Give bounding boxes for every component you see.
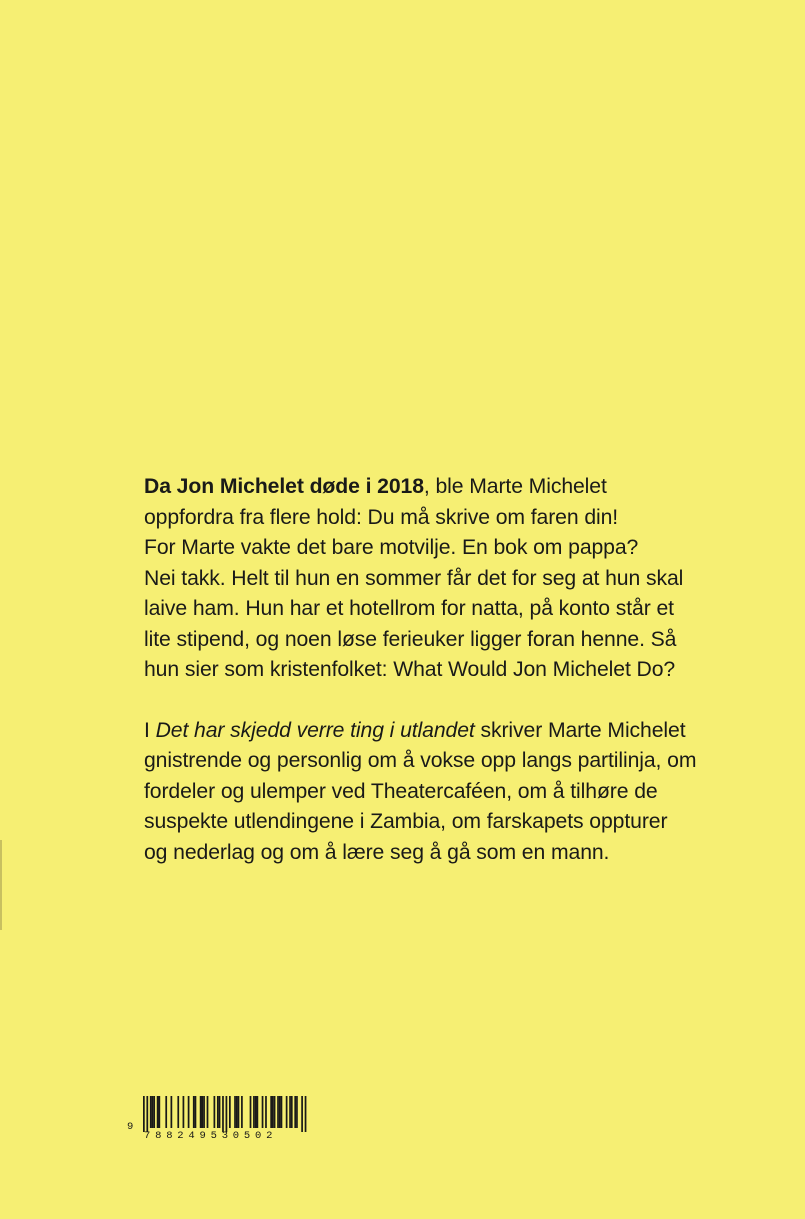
barcode-bar — [255, 1096, 257, 1128]
barcode-bar — [195, 1096, 197, 1128]
barcode-bar — [200, 1096, 202, 1128]
barcode-bar — [281, 1096, 283, 1128]
barcode-digits: 788249530502 — [144, 1130, 278, 1142]
blurb-line: laive ham. Hun har et hotellrom for natta, på konto står et — [144, 597, 674, 620]
barcode-bar — [274, 1096, 276, 1128]
barcode-bar — [250, 1096, 252, 1128]
barcode-bar — [203, 1096, 205, 1128]
blurb-paragraph-1 — [144, 472, 754, 686]
page-edge-shadow — [0, 840, 2, 930]
barcode-bar — [294, 1096, 296, 1128]
barcode-bar — [286, 1096, 288, 1128]
blurb-line — [144, 716, 754, 747]
barcode-bar — [183, 1096, 185, 1128]
back-cover-blurb — [144, 472, 754, 868]
blurb-line: hun sier som kristenfolket: What Would Jon Michelet Do? — [144, 658, 676, 681]
barcode-bar — [214, 1096, 216, 1128]
blurb-bold-intro: Da Jon Michelet døde i 2018 — [144, 475, 424, 498]
barcode-bar — [143, 1096, 145, 1132]
blurb-line: Nei takk. Helt til hun en sommer får det for seg at hun skal — [144, 566, 684, 590]
barcode-bar — [207, 1096, 209, 1128]
barcode-bar — [265, 1096, 267, 1128]
barcode-bar — [238, 1096, 240, 1128]
barcode-bar — [226, 1096, 228, 1132]
barcode-bar — [219, 1096, 221, 1128]
barcode-bar — [201, 1096, 203, 1128]
barcode-bar — [305, 1096, 307, 1132]
barcode-bar — [257, 1096, 259, 1128]
barcode-bar — [150, 1096, 152, 1128]
barcode-bar — [222, 1096, 224, 1132]
barcode-bar — [146, 1096, 148, 1132]
barcode-bar — [234, 1096, 236, 1128]
barcode-first-digit: 9 — [127, 1121, 134, 1133]
barcode-bar — [301, 1096, 303, 1132]
barcode-bar — [289, 1096, 291, 1128]
barcode-bar — [217, 1096, 219, 1128]
blurb-paragraph-2 — [144, 716, 754, 869]
barcode-bar — [177, 1096, 179, 1128]
blurb-line — [144, 472, 754, 503]
barcode-bar — [272, 1096, 274, 1128]
blurb-line: fordeler og ulemper ved Theatercaféen, om å tilhøre de — [144, 779, 658, 803]
barcode-bar — [277, 1096, 279, 1128]
barcode-bar — [171, 1096, 173, 1128]
barcode-bar — [229, 1096, 231, 1128]
barcode-bar — [236, 1096, 238, 1128]
barcode-bar — [279, 1096, 281, 1128]
blurb-text: skriver Marte Michelet — [474, 718, 686, 742]
barcode-bar — [253, 1096, 255, 1128]
barcode-bars — [127, 1096, 307, 1132]
barcode-bar — [262, 1096, 264, 1128]
barcode-bar — [188, 1096, 190, 1128]
book-title: Det har skjedd verre ting i utlandet — [155, 718, 475, 742]
blurb-line: lite stipend, og noen løse ferieuker ligger foran henne. Så — [144, 627, 677, 651]
blurb-line: For Marte vakte det bare motvilje. En bok om pappa? — [144, 536, 639, 559]
barcode-bar — [157, 1096, 159, 1128]
barcode-bar — [270, 1096, 272, 1128]
blurb-text: I — [144, 718, 156, 742]
blurb-line: og nederlag og om å lære seg å gå som en mann. — [144, 840, 610, 864]
barcode-bar — [165, 1096, 167, 1128]
barcode-bar — [193, 1096, 195, 1128]
barcode-bar — [153, 1096, 155, 1128]
barcode-bar — [152, 1096, 154, 1128]
barcode-bar — [296, 1096, 298, 1128]
blurb-line: suspekte utlendingene i Zambia, om farskapets oppturer — [144, 810, 668, 833]
barcode-bar — [241, 1096, 243, 1128]
isbn-barcode — [127, 1096, 307, 1142]
blurb-line: oppfordra fra flere hold: Du må skrive om faren din! — [144, 505, 619, 529]
blurb-text: , ble Marte Michelet — [423, 475, 607, 498]
barcode-bar — [291, 1096, 293, 1128]
barcode-bar — [158, 1096, 160, 1128]
blurb-line: gnistrende og personlig om å vokse opp langs partilinja, om — [144, 749, 697, 772]
